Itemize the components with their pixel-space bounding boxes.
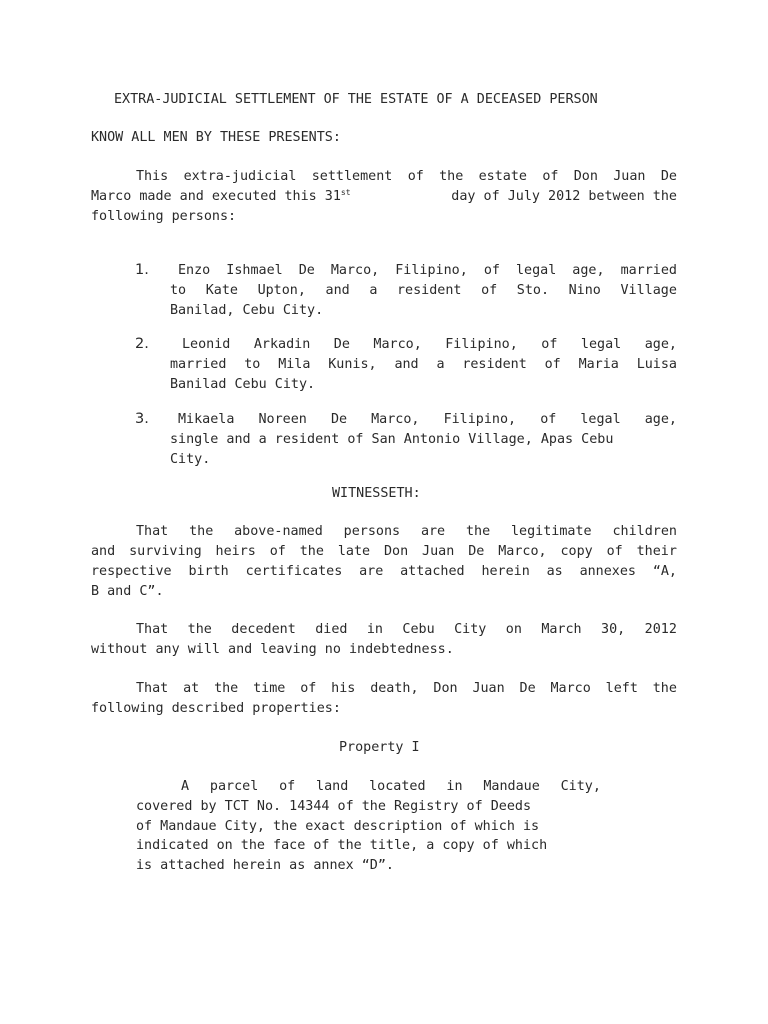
word: to	[244, 357, 261, 372]
word: 2012	[644, 622, 677, 637]
intro-text-before: Marco made and executed this 31	[91, 189, 341, 204]
word: of	[269, 544, 286, 559]
word: legal	[580, 337, 622, 352]
word: Upton,	[257, 283, 306, 298]
word: Don	[383, 544, 409, 559]
word: De	[330, 412, 348, 427]
word: of	[481, 283, 498, 298]
word: their	[636, 544, 677, 559]
word: Cebu	[402, 622, 435, 637]
word: legitimate	[511, 524, 592, 539]
word: in	[446, 779, 463, 794]
word: Juan	[422, 544, 455, 559]
property-heading: Property I	[339, 740, 420, 755]
word: surviving	[129, 544, 202, 559]
list-number: 2.	[135, 336, 149, 352]
para1-line-2	[91, 542, 677, 562]
word: Noreen	[258, 412, 307, 427]
word: located	[369, 779, 426, 794]
word: of	[407, 169, 424, 184]
intro-date-part	[91, 187, 351, 207]
word: legal	[580, 412, 621, 427]
word: Nino	[568, 283, 601, 298]
person-3-line-1	[170, 410, 677, 430]
word: That	[136, 524, 169, 539]
word: death,	[370, 681, 419, 696]
word: his	[331, 681, 356, 696]
para1-line-3	[91, 562, 677, 582]
word: and	[325, 283, 350, 298]
word: Filipino,	[395, 263, 468, 278]
word: the	[299, 544, 324, 559]
para1-line-1	[136, 522, 677, 542]
word: as	[546, 564, 563, 579]
word: Don	[433, 681, 458, 696]
para3-line-1	[136, 679, 677, 699]
word: Maria	[578, 357, 619, 372]
word: the	[214, 681, 239, 696]
word: Juan	[472, 681, 505, 696]
opening-line: KNOW ALL MEN BY THESE PRESENTS:	[91, 130, 341, 145]
word: Marco,	[498, 544, 547, 559]
word: of	[606, 544, 623, 559]
word: That	[136, 681, 169, 696]
word: Arkadin	[253, 337, 311, 352]
word: and	[394, 357, 419, 372]
word: resident	[396, 283, 462, 298]
word: on	[505, 622, 522, 637]
word: of	[300, 681, 317, 696]
word: Marco,	[371, 412, 420, 427]
word: a	[369, 283, 378, 298]
person-2-line-3: Banilad Cebu City.	[170, 377, 316, 392]
intro-line-1	[136, 167, 677, 187]
property-line-1	[181, 777, 601, 797]
word: married	[620, 263, 677, 278]
word: “A,	[652, 564, 677, 579]
word: De	[468, 544, 485, 559]
word: parcel	[209, 779, 259, 794]
word: heirs	[215, 544, 256, 559]
word: are	[359, 564, 384, 579]
word: City,	[560, 779, 601, 794]
word: De	[333, 337, 350, 352]
intro-text-after: day of July 2012 between the	[443, 189, 677, 204]
word: 30,	[601, 622, 626, 637]
para2-line-2: without any will and leaving no indebtedness.	[91, 642, 454, 657]
word: of	[279, 779, 296, 794]
word: of	[542, 169, 559, 184]
person-1-line-3: Banilad, Cebu City.	[170, 303, 324, 318]
word: children	[612, 524, 677, 539]
section-heading-witnesseth: WITNESSETH:	[332, 486, 421, 501]
word: estate	[478, 169, 527, 184]
word: Kate	[205, 283, 238, 298]
word: copy	[560, 544, 593, 559]
intro-line-2	[91, 187, 677, 207]
word: a	[436, 357, 445, 372]
person-3-line-2: single and a resident of San Antonio Village, Apas Cebu	[170, 432, 614, 447]
para3-line-2: following described properties:	[91, 701, 341, 716]
word: Sto.	[516, 283, 550, 298]
word: Marco,	[373, 337, 422, 352]
word: the	[465, 524, 491, 539]
word: Filipino,	[445, 337, 518, 352]
person-1-line-1	[170, 261, 677, 281]
word: City	[454, 622, 487, 637]
word: De	[519, 681, 536, 696]
word: decedent	[231, 622, 296, 637]
person-2-line-2	[170, 355, 677, 375]
word: Ishmael	[226, 263, 283, 278]
word: the	[652, 681, 677, 696]
word: That	[136, 622, 169, 637]
word: late	[337, 544, 371, 559]
word: Marco	[550, 681, 591, 696]
word: Mandaue	[483, 779, 540, 794]
word: the	[187, 622, 212, 637]
list-number: 1.	[135, 262, 149, 278]
date-ordinal-suffix: st	[340, 188, 351, 197]
word: Don	[573, 169, 598, 184]
word: Luisa	[636, 357, 677, 372]
word: Kunis,	[328, 357, 377, 372]
word: legal	[515, 263, 557, 278]
word: to	[170, 283, 187, 298]
word: age,	[644, 337, 677, 352]
word: are	[420, 524, 446, 539]
word: land	[316, 779, 349, 794]
word: at	[183, 681, 200, 696]
person-2-line-1	[170, 335, 677, 355]
word: of	[540, 412, 557, 427]
word: the	[439, 169, 464, 184]
word: March	[541, 622, 582, 637]
word: Mila	[278, 357, 311, 372]
word: Marco,	[330, 263, 380, 278]
word: extra-judicial	[183, 169, 297, 184]
word: died	[315, 622, 348, 637]
word: above-named	[234, 524, 323, 539]
word: age,	[572, 263, 605, 278]
word: attached	[400, 564, 465, 579]
word: respective	[91, 564, 172, 579]
word: persons	[343, 524, 401, 539]
person-1-line-2	[170, 281, 677, 301]
document-title: EXTRA-JUDICIAL SETTLEMENT OF THE ESTATE OF A DECEASED PERSON	[114, 92, 598, 107]
word: Leonid	[182, 337, 231, 352]
word: of	[483, 263, 500, 278]
property-line-5: is attached herein as annex “D”.	[136, 858, 394, 873]
word: left	[605, 681, 638, 696]
property-line-4: indicated on the face of the title, a copy of which	[136, 838, 548, 853]
word: and	[91, 544, 116, 559]
word: of	[541, 337, 558, 352]
word: Filipino,	[443, 412, 517, 427]
property-line-2: covered by TCT No. 14344 of the Registry of Deeds	[136, 799, 532, 814]
word: age,	[644, 412, 677, 427]
word: married	[170, 357, 227, 372]
property-line-3: of Mandaue City, the exact description of which is	[136, 819, 540, 834]
intro-line-3: following persons:	[91, 209, 237, 224]
word: Village	[620, 283, 677, 298]
word: annexes	[579, 564, 636, 579]
word: settlement	[311, 169, 393, 184]
word: A	[181, 779, 190, 794]
person-3-line-3: City.	[170, 452, 211, 467]
para2-line-1	[136, 620, 677, 640]
word: De	[298, 263, 315, 278]
word: De	[660, 169, 677, 184]
word: the	[189, 524, 214, 539]
word: Enzo	[178, 263, 211, 278]
word: resident	[462, 357, 527, 372]
word: certificates	[245, 564, 343, 579]
list-number: 3.	[135, 411, 149, 427]
word: herein	[481, 564, 530, 579]
word: birth	[188, 564, 229, 579]
word: time	[253, 681, 286, 696]
word: Juan	[613, 169, 646, 184]
word: This	[136, 169, 169, 184]
word: Mikaela	[178, 412, 235, 427]
word: of	[544, 357, 561, 372]
word: in	[366, 622, 383, 637]
para1-line-4: B and C”.	[91, 584, 164, 599]
